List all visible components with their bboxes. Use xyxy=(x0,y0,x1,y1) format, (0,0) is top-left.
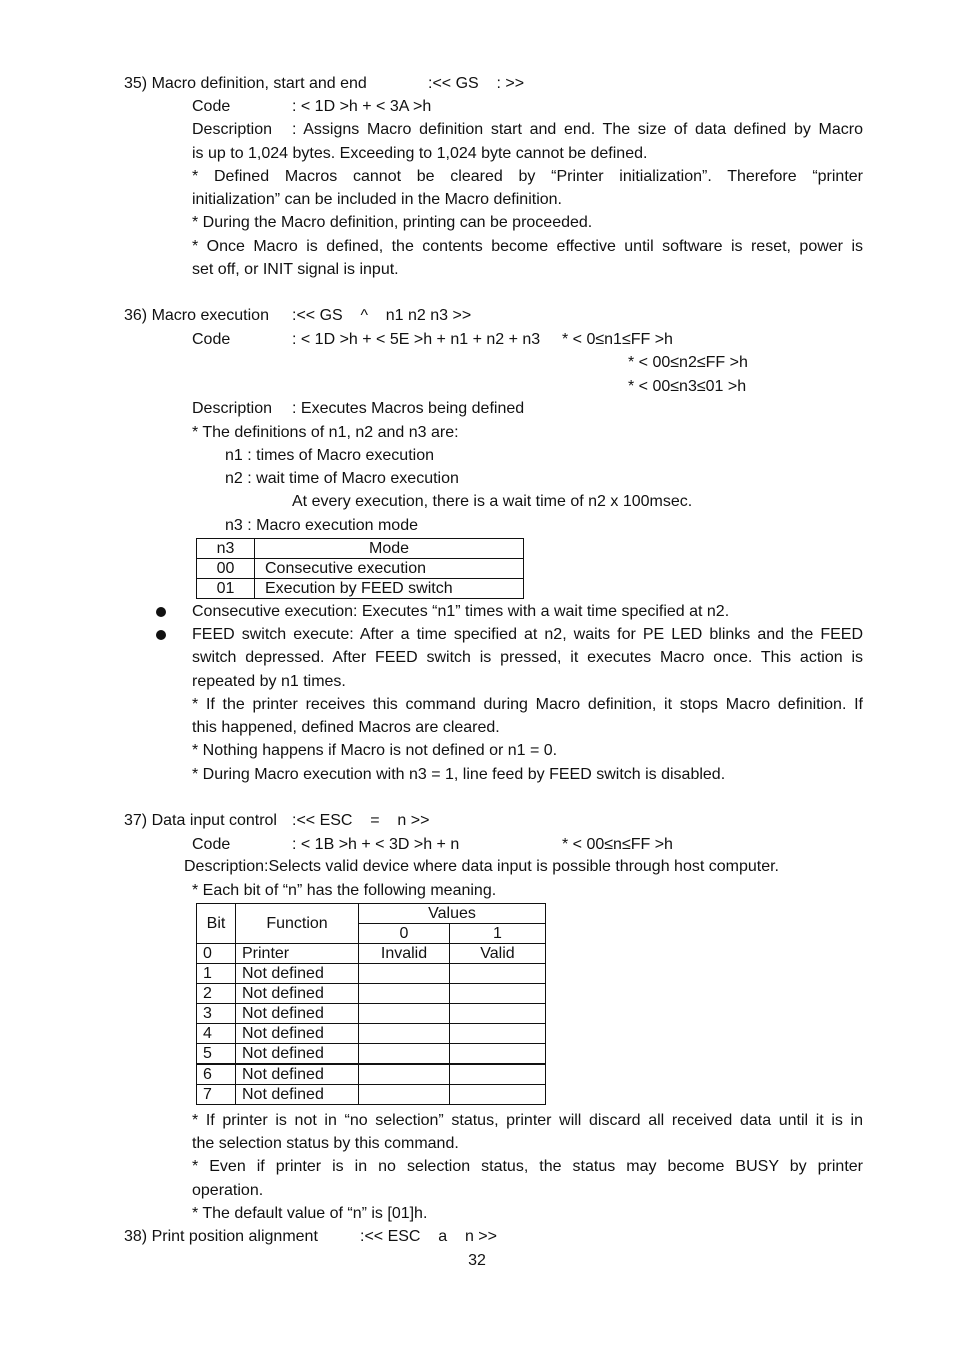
s37-range: * < 00≤n≤FF >h xyxy=(562,836,673,853)
table-cell-function: Not defined xyxy=(236,1004,359,1024)
table-row xyxy=(197,579,524,599)
s35-code: : < 1D >h + < 3A >h xyxy=(292,98,432,115)
table-cell-bit: 3 xyxy=(197,1004,236,1024)
table-header-row xyxy=(197,539,524,559)
s36-note1-line1: * If the printer receives this command during Macro definition, it stops Macro definition. If xyxy=(192,696,863,713)
table-cell-mode: Consecutive execution xyxy=(255,559,524,579)
bullet-icon xyxy=(156,630,166,640)
table-cell-bit: 0 xyxy=(197,944,236,964)
s36-n2: n2 : wait time of Macro execution xyxy=(225,470,459,487)
table-header-mode: Mode xyxy=(255,539,524,559)
s37-note3: * The default value of “n” is [01]h. xyxy=(192,1205,428,1222)
table-cell-value-1: Valid xyxy=(450,944,546,964)
table-cell-function: Printer xyxy=(236,944,359,964)
table-cell-function: Not defined xyxy=(236,984,359,1004)
s36-title: 36) Macro execution xyxy=(124,307,269,324)
table-cell-bit: 7 xyxy=(197,1085,236,1105)
table-cell-bit: 4 xyxy=(197,1024,236,1044)
table-cell-value-1 xyxy=(450,1024,546,1044)
table-cell-value-0 xyxy=(359,1044,450,1065)
table-row xyxy=(197,1024,546,1044)
s36-desc: : Executes Macros being defined xyxy=(292,400,525,417)
table-header-n3: n3 xyxy=(197,539,255,559)
table-cell-value-1 xyxy=(450,1064,546,1085)
s35-desc-label: Description xyxy=(192,121,273,138)
table-header-value-1: 1 xyxy=(450,924,546,944)
s36-bullet2-line2: switch depressed. After FEED switch is pressed, it executes Macro once. This action is xyxy=(192,649,863,666)
s35-desc-line2: is up to 1,024 bytes. Exceeding to 1,024 byte cannot be defined. xyxy=(192,145,648,162)
s36-range-n2: * < 00≤n2≤FF >h xyxy=(628,354,748,371)
n3-mode-table xyxy=(196,538,524,599)
s37-note1-line2: the selection status by this command. xyxy=(192,1135,459,1152)
table-cell-value-1 xyxy=(450,984,546,1004)
s37-bits-intro: * Each bit of “n” has the following meaning. xyxy=(192,882,497,899)
table-cell-function: Not defined xyxy=(236,1044,359,1065)
s36-command: :<< GS ^ n1 n2 n3 >> xyxy=(292,307,472,324)
s36-desc-label: Description xyxy=(192,400,273,417)
s36-code-label: Code xyxy=(192,331,231,348)
table-cell-function: Not defined xyxy=(236,1064,359,1085)
data-input-bit-table xyxy=(196,903,546,1105)
s36-code: : < 1D >h + < 5E >h + n1 + n2 + n3 xyxy=(292,331,541,348)
table-cell-value-0 xyxy=(359,964,450,984)
table-cell-value-1 xyxy=(450,1004,546,1024)
s36-range-n1: * < 0≤n1≤FF >h xyxy=(562,331,673,348)
s36-note3: * During Macro execution with n3 = 1, line feed by FEED switch is disabled. xyxy=(192,766,726,783)
table-row xyxy=(197,559,524,579)
s37-code-label: Code xyxy=(192,836,231,853)
s36-n3: n3 : Macro execution mode xyxy=(225,517,418,534)
table-header-values: Values xyxy=(359,904,546,924)
table-row xyxy=(197,944,546,964)
table-row xyxy=(197,1085,546,1105)
table-cell-value-1 xyxy=(450,1085,546,1105)
page-number: 32 xyxy=(468,1252,486,1269)
s35-desc-line1: : Assigns Macro definition start and end. The size of data defined by Macro xyxy=(292,121,863,138)
table-row xyxy=(197,1004,546,1024)
s37-note1-line1: * If printer is not in “no selection” status, printer will discard all received data until it is in xyxy=(192,1112,863,1129)
table-cell-value-1 xyxy=(450,964,546,984)
s36-range-n3: * < 00≤n3≤01 >h xyxy=(628,378,747,395)
s35-note1-line2: initialization” can be included in the Macro definition. xyxy=(192,191,562,208)
table-cell-value-0 xyxy=(359,1064,450,1085)
table-cell-value-0: Invalid xyxy=(359,944,450,964)
table-row xyxy=(197,984,546,1004)
table-cell-value-0 xyxy=(359,1024,450,1044)
table-cell-value-0 xyxy=(359,1085,450,1105)
s36-n1: n1 : times of Macro execution xyxy=(225,447,434,464)
table-cell-bit: 2 xyxy=(197,984,236,1004)
table-header-value-0: 0 xyxy=(359,924,450,944)
table-cell-n3: 01 xyxy=(197,579,255,599)
table-cell-value-0 xyxy=(359,1004,450,1024)
table-cell-function: Not defined xyxy=(236,1024,359,1044)
bullet-icon xyxy=(156,607,166,617)
s36-bullet2-line3: repeated by n1 times. xyxy=(192,673,346,690)
table-cell-function: Not defined xyxy=(236,964,359,984)
table-cell-value-1 xyxy=(450,1044,546,1065)
s37-desc: Description:Selects valid device where data input is possible through host computer. xyxy=(184,858,779,875)
table-cell-function: Not defined xyxy=(236,1085,359,1105)
s35-note3-line1: * Once Macro is defined, the contents become effective until software is reset, power is xyxy=(192,238,863,255)
table-header-row xyxy=(197,904,546,924)
s36-n2-detail: At every execution, there is a wait time of n2 x 100msec. xyxy=(292,493,693,510)
table-cell-bit: 6 xyxy=(197,1064,236,1085)
table-row xyxy=(197,1064,546,1085)
s38-title: 38) Print position alignment xyxy=(124,1228,318,1245)
table-row xyxy=(197,1044,546,1065)
s36-def-intro: * The definitions of n1, n2 and n3 are: xyxy=(192,424,459,441)
s35-command: :<< GS : >> xyxy=(428,75,525,92)
table-cell-mode: Execution by FEED switch xyxy=(255,579,524,599)
s38-command: :<< ESC a n >> xyxy=(360,1228,497,1245)
s37-note2-line2: operation. xyxy=(192,1182,264,1199)
table-header-function: Function xyxy=(236,904,359,944)
s37-code: : < 1B >h + < 3D >h + n xyxy=(292,836,460,853)
s35-note1-line1: * Defined Macros cannot be cleared by “Printer initialization”. Therefore “printer xyxy=(192,168,863,185)
s37-title: 37) Data input control xyxy=(124,812,277,829)
s36-note2: * Nothing happens if Macro is not defined or n1 = 0. xyxy=(192,742,558,759)
table-row xyxy=(197,964,546,984)
s36-note1-line2: this happened, defined Macros are cleared. xyxy=(192,719,500,736)
table-header-bit: Bit xyxy=(197,904,236,944)
table-cell-bit: 1 xyxy=(197,964,236,984)
table-cell-bit: 5 xyxy=(197,1044,236,1065)
s35-note2: * During the Macro definition, printing can be proceeded. xyxy=(192,214,593,231)
s36-bullet2-line1: FEED switch execute: After a time specified at n2, waits for PE LED blinks and the FEED xyxy=(192,626,863,643)
table-cell-n3: 00 xyxy=(197,559,255,579)
s36-bullet1: Consecutive execution: Executes “n1” times with a wait time specified at n2. xyxy=(192,603,730,620)
s35-code-label: Code xyxy=(192,98,231,115)
s37-note2-line1: * Even if printer is in no selection status, the status may become BUSY by printer xyxy=(192,1158,863,1175)
s37-command: :<< ESC = n >> xyxy=(292,812,430,829)
table-cell-value-0 xyxy=(359,984,450,1004)
s35-note3-line2: set off, or INIT signal is input. xyxy=(192,261,399,278)
s35-title: 35) Macro definition, start and end xyxy=(124,75,367,92)
